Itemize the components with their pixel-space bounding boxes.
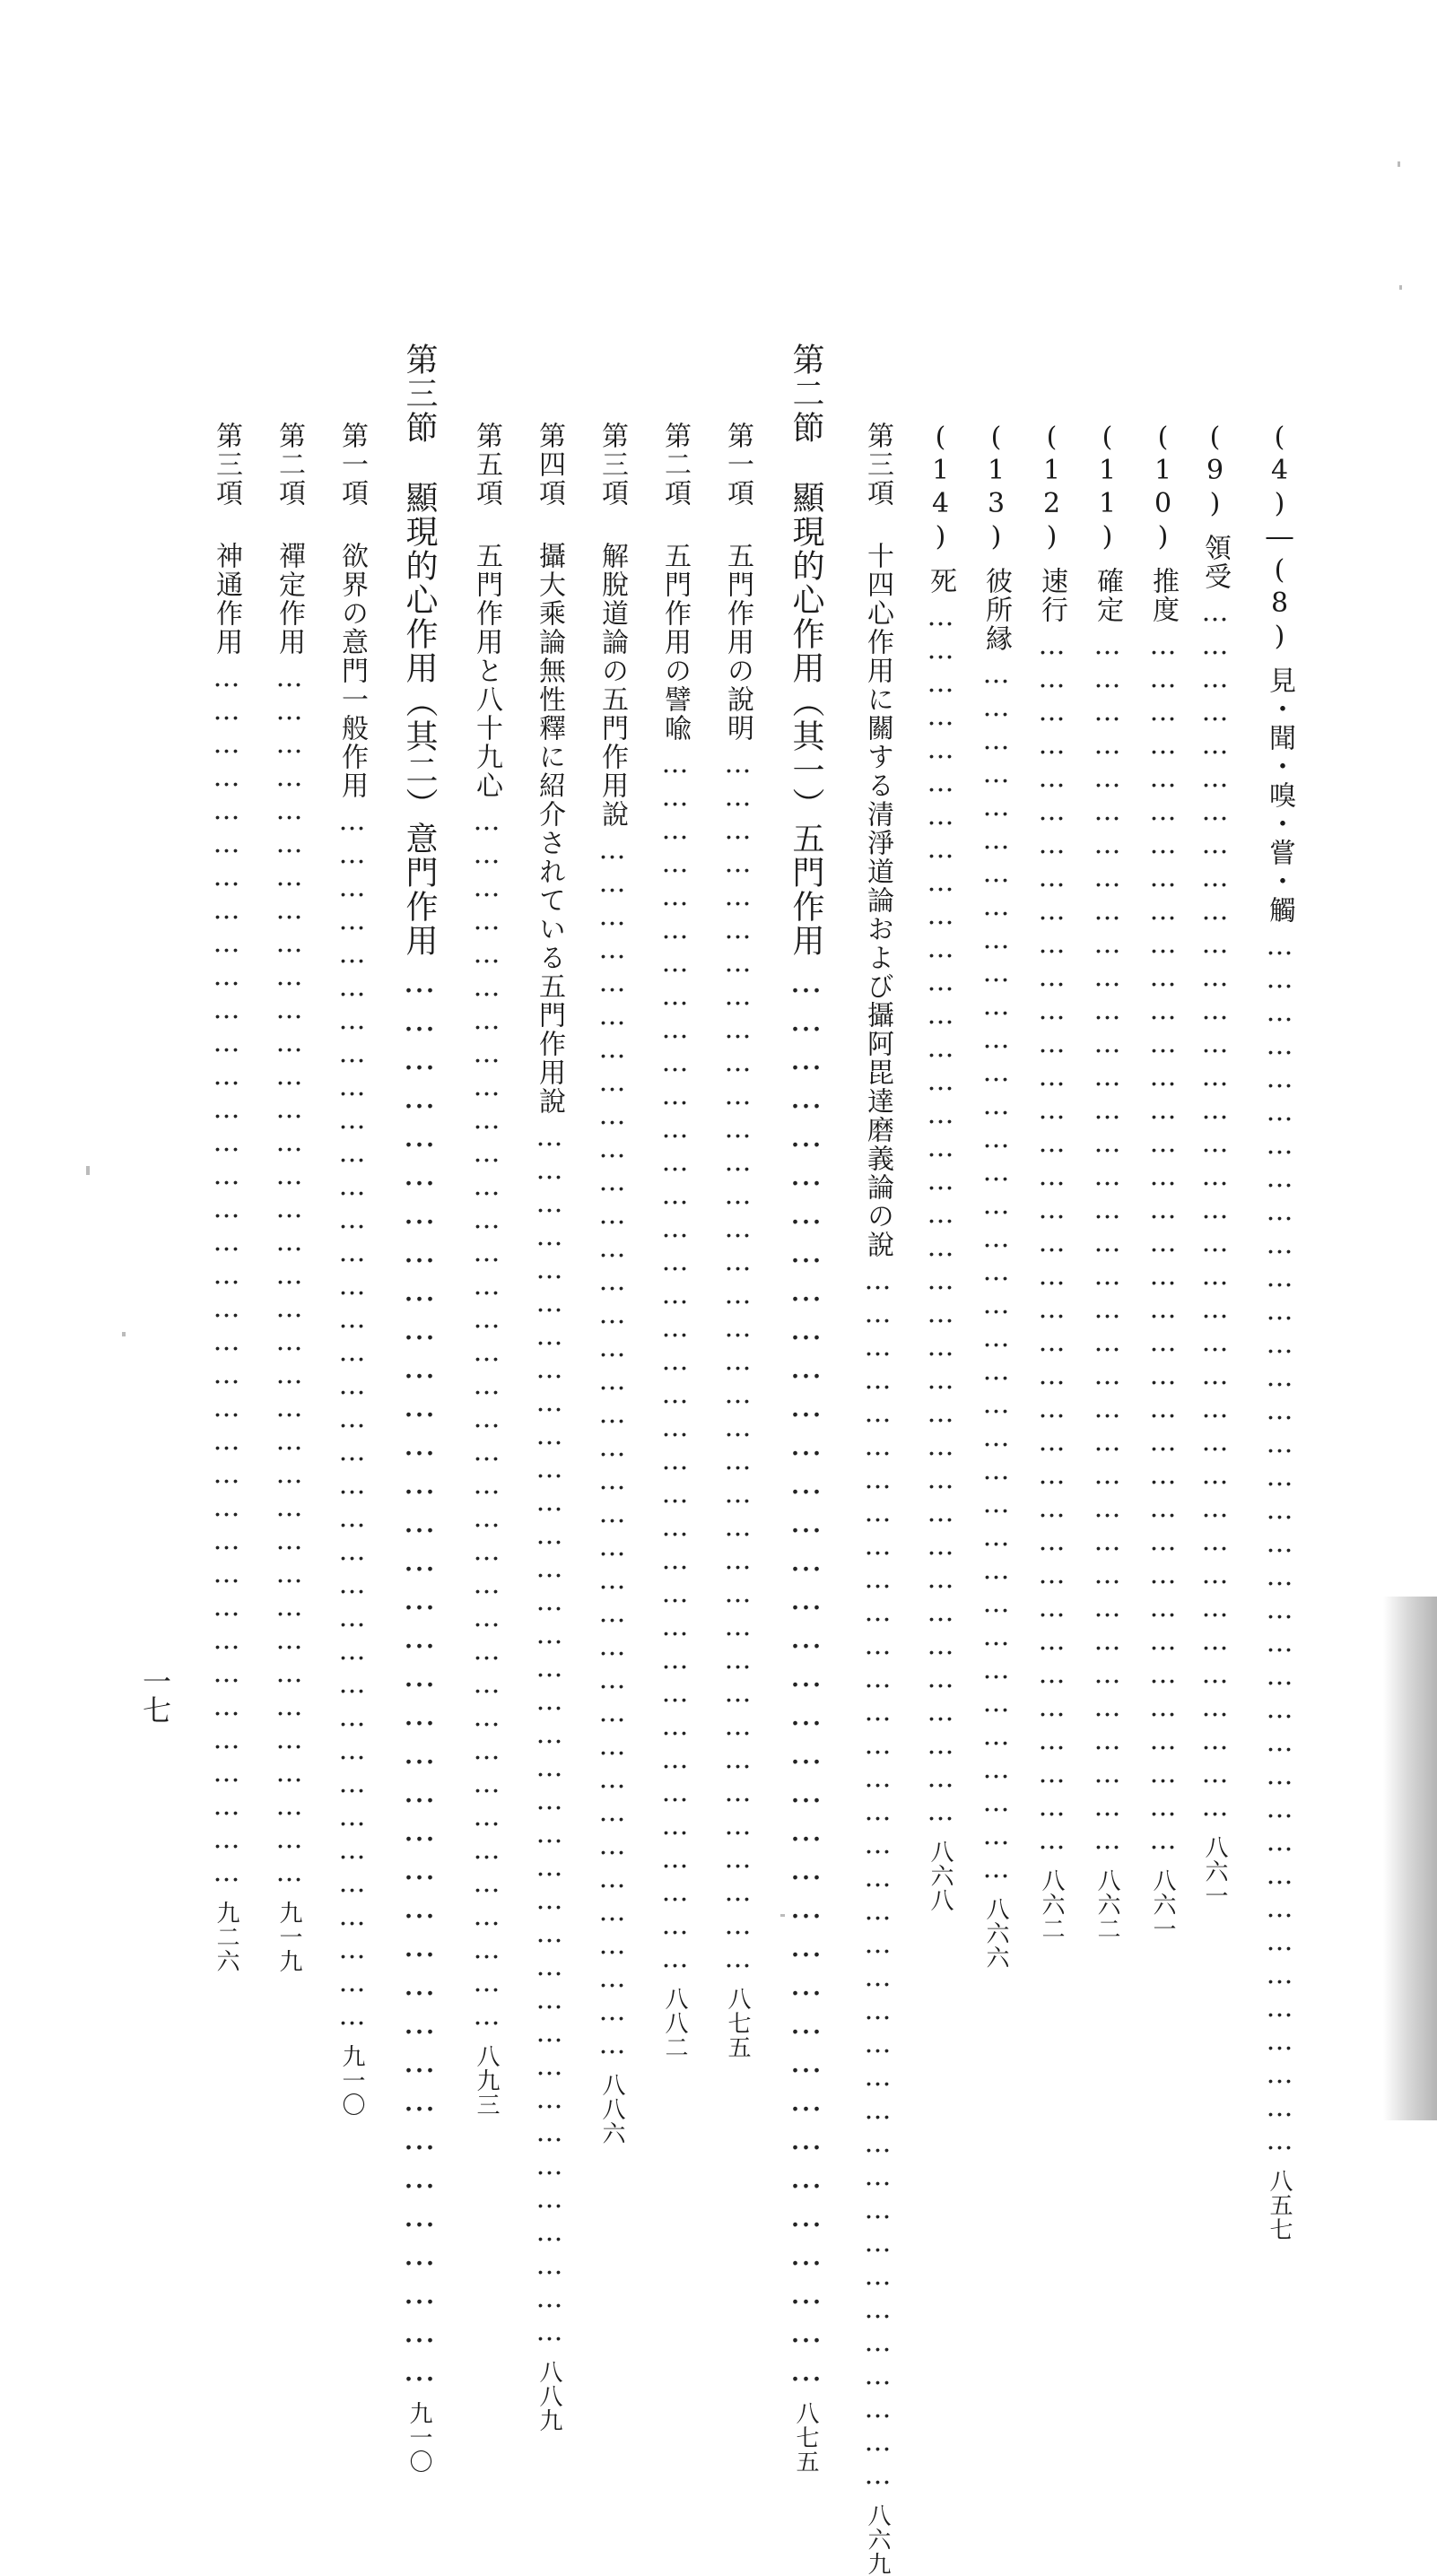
entry-page: 八八九 [536,2360,562,2432]
entry-title: 彼所縁 [980,567,1012,653]
entry-number: 第四項 [534,422,565,508]
dot-leader: ………………………………………………………………………………………………… [659,748,691,1976]
dot-leader: ………………………………………………………………………………………………… [722,748,753,1976]
entry-page: 八六九 [864,2503,891,2576]
entry-number: (10) [1147,422,1179,554]
toc-entry-c14 [466,422,506,2117]
toc-entry-c10 [718,422,757,2059]
entry-title: 顯現的心作用（其一）五門作用 [788,481,824,958]
entry-page: 八六二 [1093,1868,1120,1941]
entry-page: 八九三 [473,2044,500,2117]
entry-number: 第一項 [722,422,753,508]
toc-entry-c3 [1143,422,1182,1941]
entry-title: 死 [925,567,956,596]
dot-leader: ………………………………………………………………………………………………… [471,805,502,2033]
entry-title: 推度 [1147,567,1179,624]
entry-title: 確定 [1092,567,1123,624]
toc-entry-c8 [858,422,897,2576]
entry-title: 解脫道論の五門作用說 [597,542,628,829]
dot-leader: ………………………………………………………………………………………………… [1092,630,1123,1858]
entry-title: 五門作用と八十九心 [471,542,502,800]
entry-number: 第二節 [788,343,824,445]
toc-entry-c16 [332,422,371,2117]
entry-number: (13) [980,422,1012,554]
toc-entry-c7 [920,422,960,1912]
entry-page: 八八二 [661,1987,688,2059]
scan-speck [1399,285,1402,290]
toc-entry-c4 [1087,422,1127,1941]
dot-leader: ………………………………………………………………………………………………… [980,658,1012,1886]
entry-page: 八八六 [598,2073,625,2145]
toc-entry-c5 [1032,422,1071,1941]
entry-title: 見・聞・嗅・嘗・觸 [1264,666,1295,925]
dot-leader: ………………………………………………………………………………………………… [1147,630,1179,1858]
entry-title: 十四心作用に關する清淨道論および攝阿毘達磨義論の說 [862,542,893,1259]
scan-speck [1398,161,1400,167]
entry-page: 八六一 [1149,1868,1176,1941]
entry-title: 速行 [1036,567,1067,624]
dot-leader: ………………………………………………………………………………………………… [401,963,438,2390]
toc-entry-c6 [976,422,1015,1970]
toc-entry-c2 [1195,422,1234,1908]
entry-page: 八六六 [982,1897,1009,1970]
entry-number: 第一項 [336,422,368,508]
entry-number: (11) [1092,422,1123,554]
dot-leader: ………………………………………………………………………………………………… [1264,930,1295,2158]
dot-leader: ………………………………………………………………………………………………… [862,1265,893,2493]
dot-leader: ………………………………………………………………………………………………… [534,1121,565,2349]
toc-entry-c9 [783,343,828,2474]
entry-number: 第二項 [274,422,305,508]
entry-page: 八五七 [1266,2169,1293,2241]
toc-entry-c11 [655,422,694,2059]
entry-title: 顯現的心作用（其二）意門作用 [401,481,438,958]
entry-title: 欲界の意門一般作用 [336,542,368,800]
dot-leader: ………………………………………………………………………………………………… [925,601,956,1829]
toc-entry-c18 [206,422,246,1973]
entry-page: 九一九 [275,1901,302,1973]
entry-number: 第三項 [862,422,893,508]
page-number: 一七 [138,1667,172,1724]
entry-page: 九二六 [213,1901,240,1973]
entry-title: 五門作用の譬喩 [659,542,691,743]
entry-number: (14) [925,422,956,554]
dot-leader: ………………………………………………………………………………………………… [211,662,242,1890]
entry-number: (9) [1199,422,1231,521]
entry-page: 八六二 [1038,1868,1065,1941]
toc-entry-c17 [269,422,309,1973]
entry-page: 九一〇 [338,2044,365,2117]
entry-number: 第二項 [659,422,691,508]
entry-title: 領受 [1199,534,1231,591]
scan-speck [780,1914,785,1917]
dot-leader: ………………………………………………………………………………………………… [597,834,628,2062]
scan-speck [86,1166,90,1175]
dot-leader: ………………………………………………………………………………………………… [1199,596,1231,1824]
entry-title: 神通作用 [211,542,242,657]
entry-page: 八六八 [927,1840,954,1912]
entry-page: 八七五 [724,1987,751,2059]
dot-leader: ………………………………………………………………………………………………… [1036,630,1067,1858]
entry-page: 九一〇 [405,2401,432,2474]
entry-page: 八六一 [1201,1835,1228,1908]
entry-number: 第五項 [471,422,502,508]
entry-title: 禪定作用 [274,542,305,657]
scan-edge-shadow [1383,1597,1437,2120]
entry-title: 五門作用の說明 [722,542,753,743]
dot-leader: ………………………………………………………………………………………………… [274,662,305,1890]
entry-number: (4)―(8) [1264,422,1295,654]
toc-entry-c15 [396,343,441,2474]
entry-number: 第三項 [211,422,242,508]
dot-leader: ………………………………………………………………………………………………… [788,963,824,2390]
toc-entry-c12 [592,422,631,2145]
entry-number: (12) [1036,422,1067,554]
entry-number: 第三節 [401,343,438,445]
toc-entry-c1 [1259,422,1299,2241]
toc-entry-c13 [529,422,569,2432]
scan-speck [122,1332,126,1336]
entry-page: 八七五 [792,2401,819,2474]
entry-number: 第三項 [597,422,628,508]
entry-title: 攝大乘論無性釋に紹介されている五門作用說 [534,542,565,1116]
dot-leader: ………………………………………………………………………………………………… [336,805,368,2033]
